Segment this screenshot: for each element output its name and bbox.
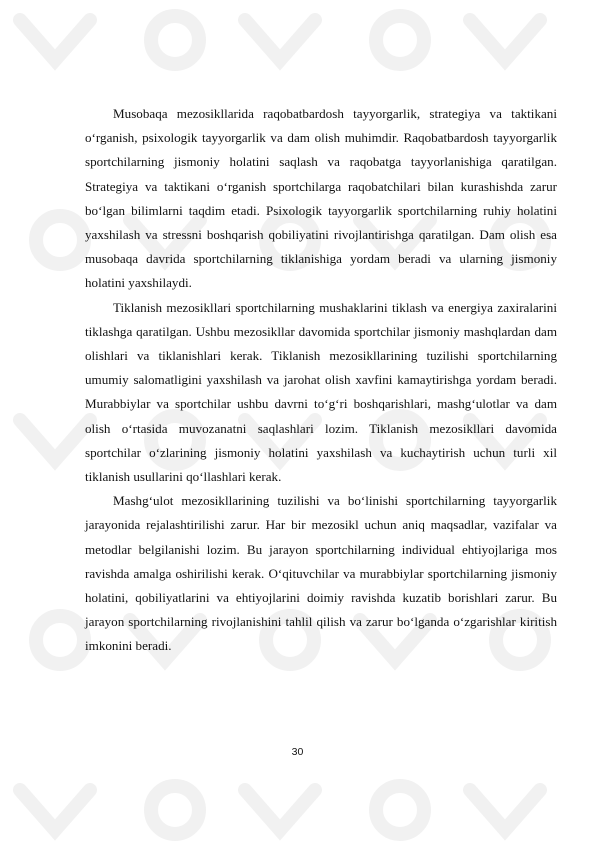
watermark-row-5 [20,786,540,834]
paragraph-training-mesocycle-structure: Mashg‘ulot mezosikllarining tuzilishi va bo‘linishi sportchilarning tayyorgarlik jarayonida rejalashtirilishi zarur. Har bir mezosikl uchun aniq maqsadlar, vazifalar va metodlar belgilanishi lozim. Bu jarayon sportchilarning individual ehtiyojlariga mos ravishda amalga oshirilishi kerak. O‘qituvchilar va murabbiylar sportchilarning jismoniy holatini, qobiliyatlarini va ehtiyojlarini doimiy ravishda kuzatib borishlari zarur. Bu jarayon sportchilarning rivojlanishini tahlil qilish va zarur bo‘lganda o‘zgarishlar kiritish imkonini beradi. [85,493,557,654]
document-body [85,102,557,659]
paragraph-recovery-mesocycles: Tiklanish mezosikllari sportchilarning mushaklarini tiklash va energiya zaxiralarini tiklashga qaratilgan. Ushbu mezosikllar davomida sportchilar jismoniy mashqlardan dam olishlari va tiklanishlari kerak. Tiklanish mezosikllarining tuzilishi sportchilarning umumiy salomatligini yaxshilash va jarohat olish xavfini kamaytirishga yordam beradi. Murabbiylar va sportchilar ushbu davrni to‘g‘ri boshqarishlari, mashg‘ulotlar va dam olish o‘rtasida muvozanatni saqlashlari lozim. Tiklanish mezosikllari davomida sportchilar o‘zlarining jismoniy holatini yaxshilash va kuchaytirish uchun turli xil tiklanish usullarini qo‘llashlari kerak. [85,299,557,485]
page-number: 30 [291,746,304,758]
paragraph-competition-mesocycles: Musobaqa mezosikllarida raqobatbardosh tayyorgarlik, strategiya va taktikani o‘rganish, psixologik tayyorgarlik va dam olish muhimdir. Raqobatbardosh tayyorgarlik sportchilarning jismoniy holatini saqlash va raqobatga tayyorlanishiga qaratilgan. Strategiya va taktikani o‘rganish sportchilarga raqobatchilari bilan kurashishda zarur bo‘lgan bilimlarni taqdim etadi. Psixologik tayyorgarlik sportchilarning ruhiy holatini yaxshilash va stressni boshqarish qobiliyatini rivojlantirishga qaratilgan. Dam olish esa musobaqa davrida sportchilarning tiklanishiga yordam beradi va ularning jismoniy holatini yaxshilaydi. [85,106,557,291]
watermark-row-1 [20,16,540,64]
